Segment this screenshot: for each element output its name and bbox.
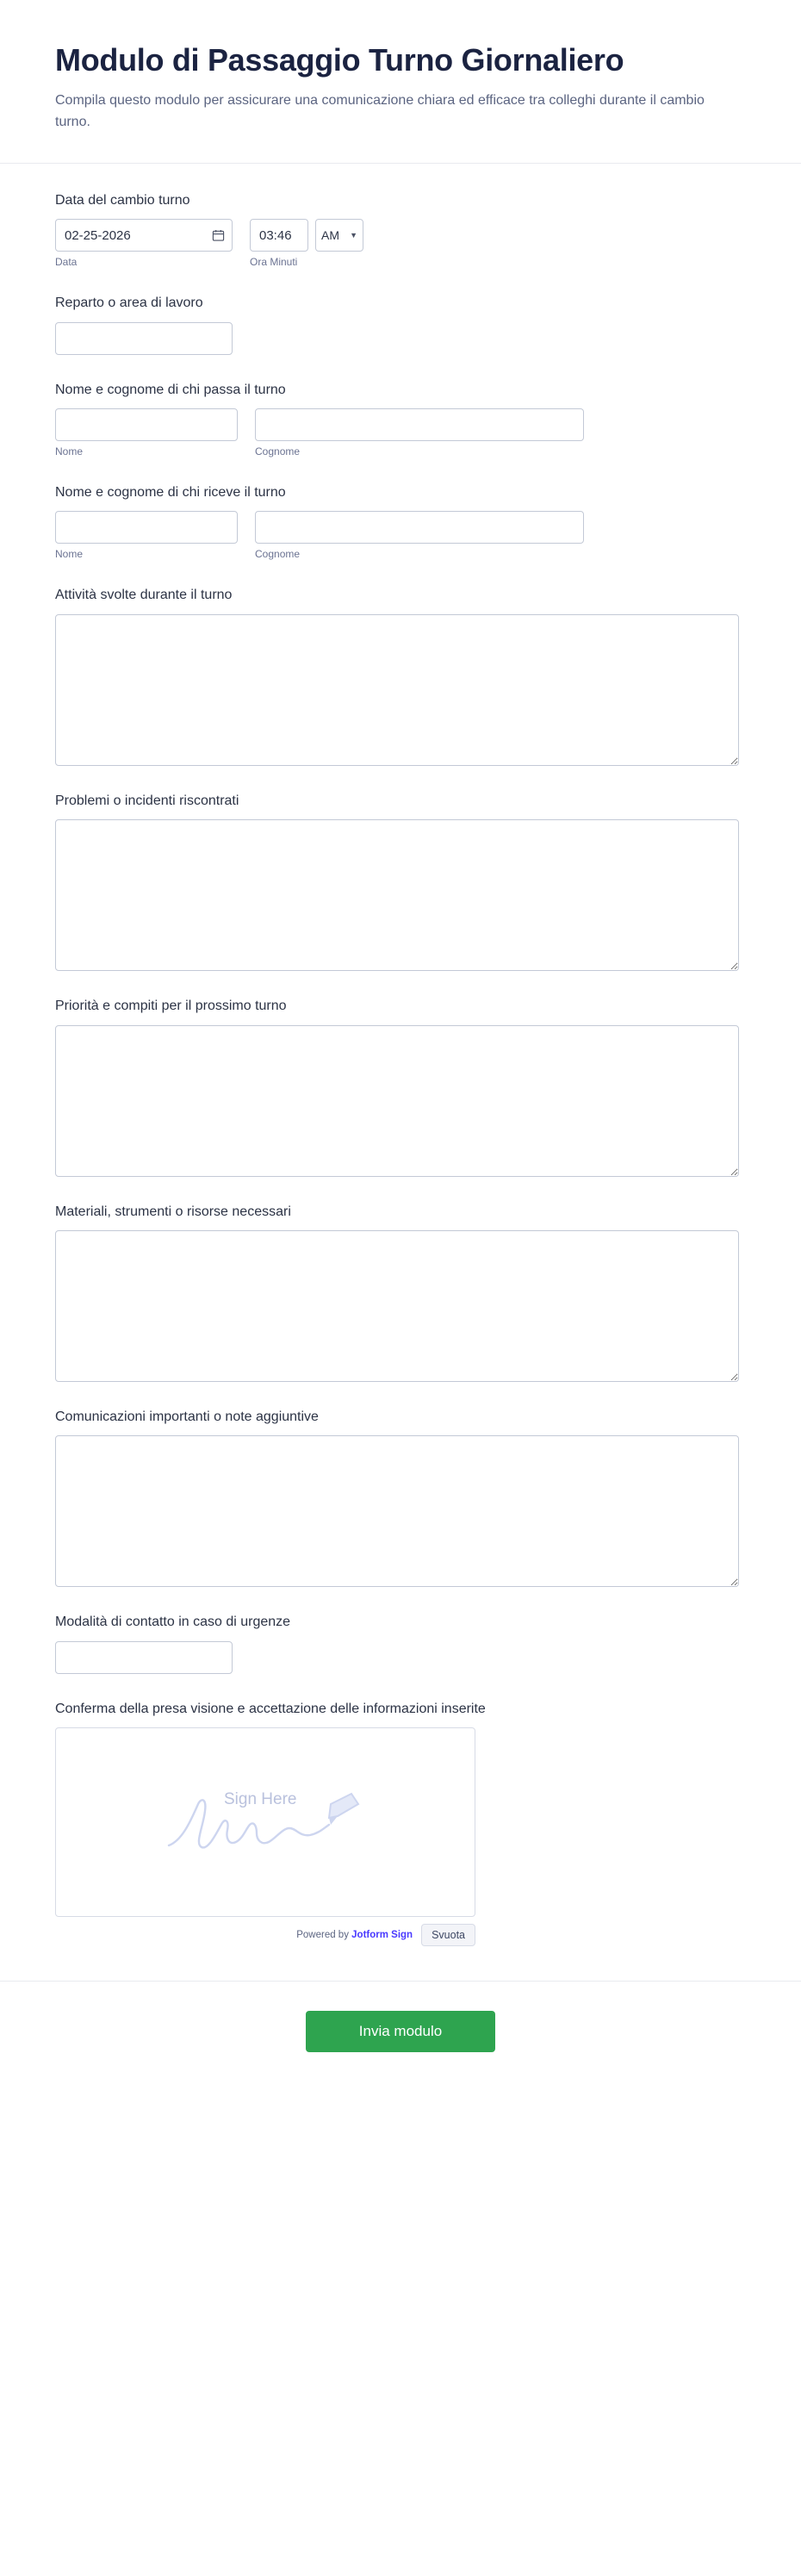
- shift-date-row: [55, 219, 746, 268]
- field-notes: [55, 1408, 746, 1587]
- activities-textarea[interactable]: [55, 614, 739, 766]
- date-input-wrap: [55, 219, 233, 252]
- department-input[interactable]: [55, 322, 233, 355]
- issues-textarea[interactable]: [55, 819, 739, 971]
- powered-by-label: [296, 1930, 413, 1940]
- field-signature: [55, 1700, 746, 1946]
- sublabel-outgoing-last: Cognome: [255, 445, 301, 457]
- date-group: [55, 219, 233, 268]
- outgoing-first-group: [55, 408, 238, 457]
- notes-textarea[interactable]: [55, 1435, 739, 1587]
- outgoing-first-name-input[interactable]: [55, 408, 238, 441]
- field-outgoing-name: [55, 381, 746, 457]
- field-shift-date: [55, 191, 746, 268]
- incoming-name-row: [55, 511, 746, 560]
- signature-footer: [55, 1924, 475, 1946]
- ampm-wrap: [315, 219, 363, 252]
- field-label-contact: Modalità di contatto in caso di urgenze: [55, 1615, 291, 1630]
- time-group: [250, 219, 363, 268]
- field-materials: [55, 1203, 746, 1382]
- page-subtitle: Compila questo modulo per assicurare una comunicazione chiara ed efficace tra colleghi durante il cambio turno.: [55, 93, 705, 129]
- incoming-first-group: [55, 511, 238, 560]
- field-label-activities: Attività svolte durante il turno: [55, 588, 233, 603]
- field-label-issues: Problemi o incidenti riscontrati: [55, 793, 239, 808]
- sublabel-time: Ora Minuti: [250, 256, 298, 269]
- submit-button[interactable]: Invia modulo: [306, 2011, 495, 2052]
- shift-date-input[interactable]: [55, 219, 233, 252]
- powered-prefix: Powered by: [296, 1930, 349, 1941]
- sublabel-date: Data: [55, 256, 78, 269]
- field-issues: [55, 792, 746, 971]
- field-label-notes: Comunicazioni importanti o note aggiuntive: [55, 1409, 319, 1424]
- field-department: [55, 294, 746, 354]
- outgoing-name-row: [55, 408, 746, 457]
- chevron-down-icon: ▼: [350, 231, 357, 240]
- page-title: Modulo di Passaggio Turno Giornaliero: [55, 42, 624, 78]
- signature-squiggle-icon: [153, 1775, 377, 1870]
- jotform-sign-brand: Jotform Sign: [351, 1930, 413, 1941]
- materials-textarea[interactable]: [55, 1230, 739, 1382]
- field-label-priorities: Priorità e compiti per il prossimo turno: [55, 999, 287, 1014]
- field-label-shift-date: Data del cambio turno: [55, 192, 190, 208]
- field-activities: [55, 586, 746, 765]
- incoming-last-group: [255, 511, 584, 560]
- clear-signature-button[interactable]: Svuota: [421, 1924, 475, 1946]
- outgoing-last-name-input[interactable]: [255, 408, 584, 441]
- field-priorities: [55, 997, 746, 1176]
- contact-input[interactable]: [55, 1641, 233, 1674]
- field-label-materials: Materiali, strumenti o risorse necessari: [55, 1204, 291, 1219]
- sign-here-label: Sign Here: [224, 1790, 297, 1809]
- field-incoming-name: [55, 483, 746, 560]
- field-label-signature: Conferma della presa visione e accettazione delle informazioni inserite: [55, 1701, 486, 1716]
- sublabel-outgoing-first: Nome: [55, 445, 84, 457]
- incoming-last-name-input[interactable]: [255, 511, 584, 544]
- field-label-incoming-name: Nome e cognome di chi riceve il turno: [55, 484, 286, 500]
- sublabel-incoming-first: Nome: [55, 548, 84, 561]
- field-label-outgoing-name: Nome e cognome di chi passa il turno: [55, 382, 286, 397]
- form-header: [0, 0, 801, 164]
- shift-time-input[interactable]: [250, 219, 308, 252]
- sublabel-incoming-last: Cognome: [255, 548, 301, 561]
- form-footer: [0, 1981, 801, 2087]
- signature-placeholder: [56, 1728, 475, 1916]
- outgoing-last-group: [255, 408, 584, 457]
- priorities-textarea[interactable]: [55, 1025, 739, 1177]
- field-label-department: Reparto o area di lavoro: [55, 296, 203, 311]
- form-body: [0, 164, 801, 1962]
- signature-art: [153, 1775, 377, 1870]
- signature-pad[interactable]: [55, 1727, 475, 1917]
- field-contact: [55, 1613, 746, 1673]
- incoming-first-name-input[interactable]: [55, 511, 238, 544]
- time-row: [250, 219, 363, 252]
- ampm-select[interactable]: [315, 219, 363, 252]
